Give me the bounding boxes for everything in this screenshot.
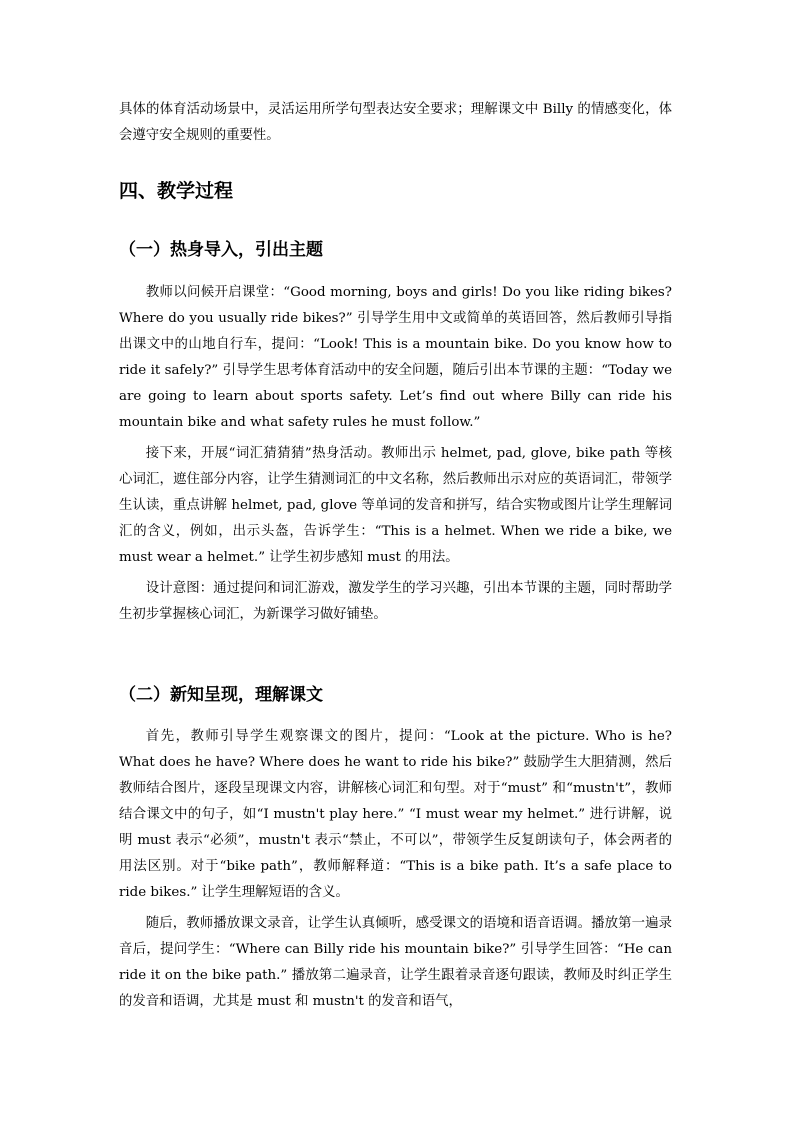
paragraph: 首先，教师引导学生观察课文的图片，提问：“Look at the picture. Who is he? What does he have? Where does he want to ride his bike?” 鼓励学生大胆猜测，然后教师结合图片，逐段呈现课文内容，讲解核心词汇和句型。对于“must” 和“mustn't”，教师结合课文中的句子，如“I mustn't play here.” “I must wear my helmet.” 进行讲解，说明 must 表示“必须”，mustn't 表示“禁止，不可以”，带领学生反复朗读句子，体会两者的用法区别。对于“bike path”，教师解释道：“This is a bike path. It’s a safe place to ride bikes.” 让学生理解短语的含义。: [119, 729, 672, 900]
subsection-1-body: [119, 280, 672, 628]
paragraph: 设计意图：通过提问和词汇游戏，激发学生的学习兴趣，引出本节课的主题，同时帮助学生初步掌握核心词汇，为新课学习做好铺垫。: [119, 581, 672, 622]
paragraph: 接下来，开展“词汇猜猜猜”热身活动。教师出示 helmet, pad, glove, bike path 等核心词汇，遮住部分内容，让学生猜测词汇的中文名称，然后教师出示对应的英语词汇，带领学生认读，重点讲解 helmet, pad, glove 等单词的发音和拼写，结合实物或图片让学生理解词汇的含义，例如，出示头盔，告诉学生：“This is a helmet. When we ride a bike, we must wear a helmet.” 让学生初步感知 must 的用法。: [119, 446, 672, 565]
paragraph: 随后，教师播放课文录音，让学生认真倾听，感受课文的语境和语音语调。播放第一遍录音后，提问学生：“Where can Billy ride his mountain bike?” 引导学生回答：“He can ride it on the bike path.” 播放第二遍录音，让学生跟着录音逐句跟读，教师及时纠正学生的发音和语调，尤其是 must 和 mustn't 的发音和语气，: [119, 916, 672, 1009]
subsection-title-2: （二）新知呈现，理解课文: [119, 685, 323, 705]
intro-block: [119, 97, 672, 149]
subsection-title-1: （一）热身导入，引出主题: [119, 240, 323, 260]
section-title: 四、教学过程: [119, 180, 234, 202]
subsection-2-body: [119, 724, 672, 1015]
paragraph: 教师以问候开启课堂：“Good morning, boys and girls! Do you like riding bikes? Where do you usually ride bikes?” 引导学生用中文或简单的英语回答，然后教师引导指出课文中的山地自行车，提问：“Look! This is a mountain bike. Do you know how to ride it safely?” 引导学生思考体育活动中的安全问题，随后引出本节课的主题：“Today we are going to learn about sports safety. Let’s find out where Billy can ride his mountain bike and what safety rules he must follow.”: [119, 285, 672, 430]
intro-paragraph: 具体的体育活动场景中，灵活运用所学句型表达安全要求；理解课文中 Billy 的情感变化，体会遵守安全规则的重要性。: [119, 102, 672, 143]
